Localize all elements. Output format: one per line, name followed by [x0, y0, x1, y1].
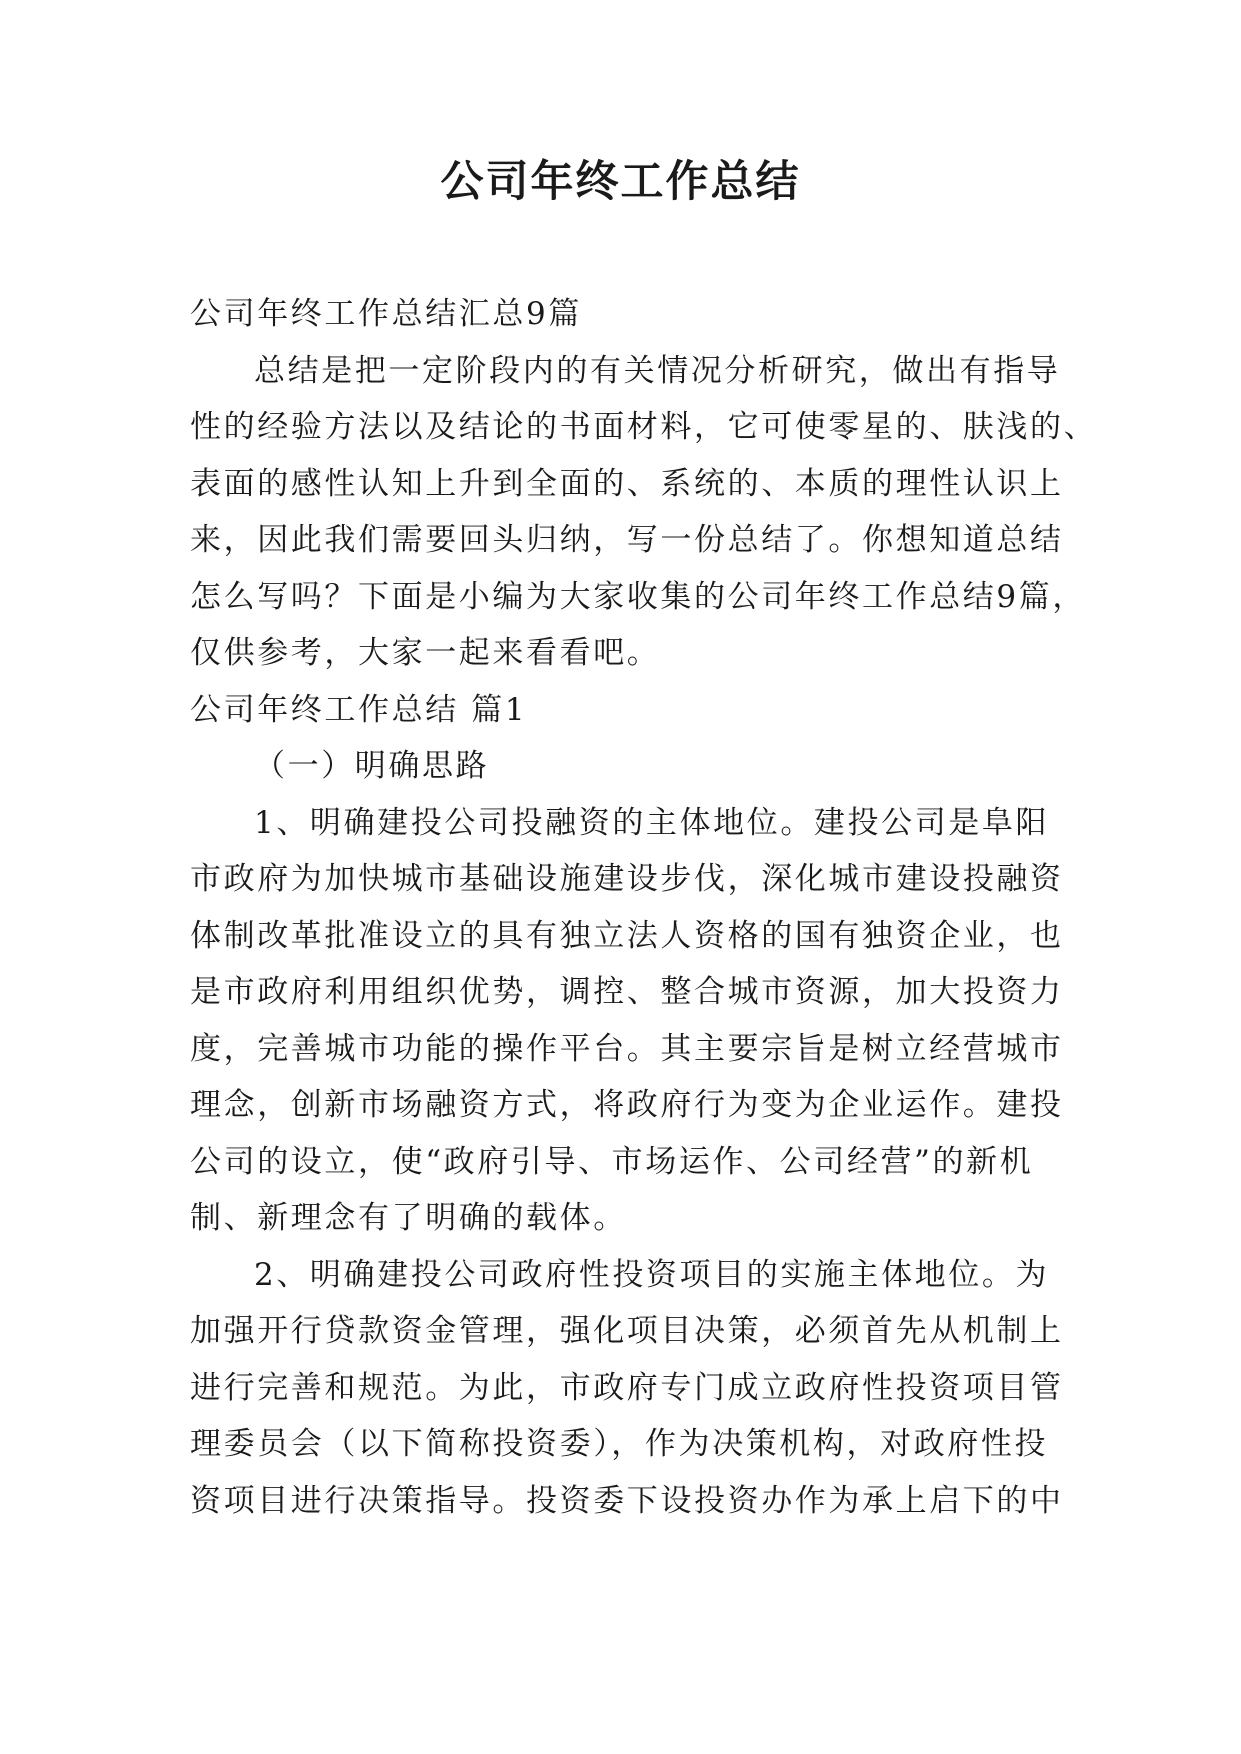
text-line: 怎么写吗？下面是小编为大家收集的公司年终工作总结9篇， — [190, 578, 1086, 615]
text-line: 资项目进行决策指导。投资委下设投资办作为承上启下的中 — [190, 1482, 1064, 1519]
text-line: 公司的设立，使“政府引导、市场运作、公司经营”的新机 — [190, 1143, 1034, 1180]
text-line: 是市政府利用组织优势，调控、整合城市资源，加大投资力 — [190, 974, 1064, 1010]
text-line: 表面的感性认知上升到全面的、系统的、本质的理性认识上 — [190, 465, 1064, 502]
document-title: 公司年终工作总结 — [440, 157, 801, 207]
text-line: 度，完善城市功能的操作平台。其主要宗旨是树立经营城市 — [190, 1030, 1064, 1067]
text-line: 进行完善和规范。为此，市政府专门成立政府性投资项目管 — [190, 1369, 1064, 1406]
text-line: （一）明确思路 — [254, 748, 490, 784]
text-line: 加强开行贷款资金管理，强化项目决策，必须首先从机制上 — [190, 1313, 1064, 1349]
text-line: 来，因此我们需要回头归纳，写一份总结了。你想知道总结 — [190, 522, 1064, 558]
text-line: 总结是把一定阶段内的有关情况分析研究，做出有指导 — [254, 352, 1061, 389]
text-line: 市政府为加快城市基础设施建设步伐，深化城市建设投融资 — [190, 861, 1064, 897]
text-line: 理委员会（以下简称投资委），作为决策机构，对政府性投 — [190, 1426, 1049, 1462]
text-line: 公司年终工作总结汇总9篇 — [190, 296, 582, 332]
text-line: 仅供参考，大家一起来看看吧。 — [190, 635, 661, 671]
text-line: 体制改革批准设立的具有独立法人资格的国有独资企业，也 — [190, 917, 1064, 954]
text-line: 公司年终工作总结 篇1 — [190, 691, 528, 728]
text-line: 制、新理念有了明确的载体。 — [190, 1200, 627, 1236]
text-line: 2、明确建投公司政府性投资项目的实施主体地位。为 — [254, 1256, 1050, 1293]
document-body — [190, 286, 1098, 1529]
text-line: 1、明确建投公司投融资的主体地位。建投公司是阜阳 — [254, 804, 1050, 841]
text-line: 性的经验方法以及结论的书面材料，它可使零星的、肤浅的、 — [190, 409, 1098, 445]
text-line: 理念，创新市场融资方式，将政府行为变为企业运作。建投 — [190, 1087, 1064, 1123]
